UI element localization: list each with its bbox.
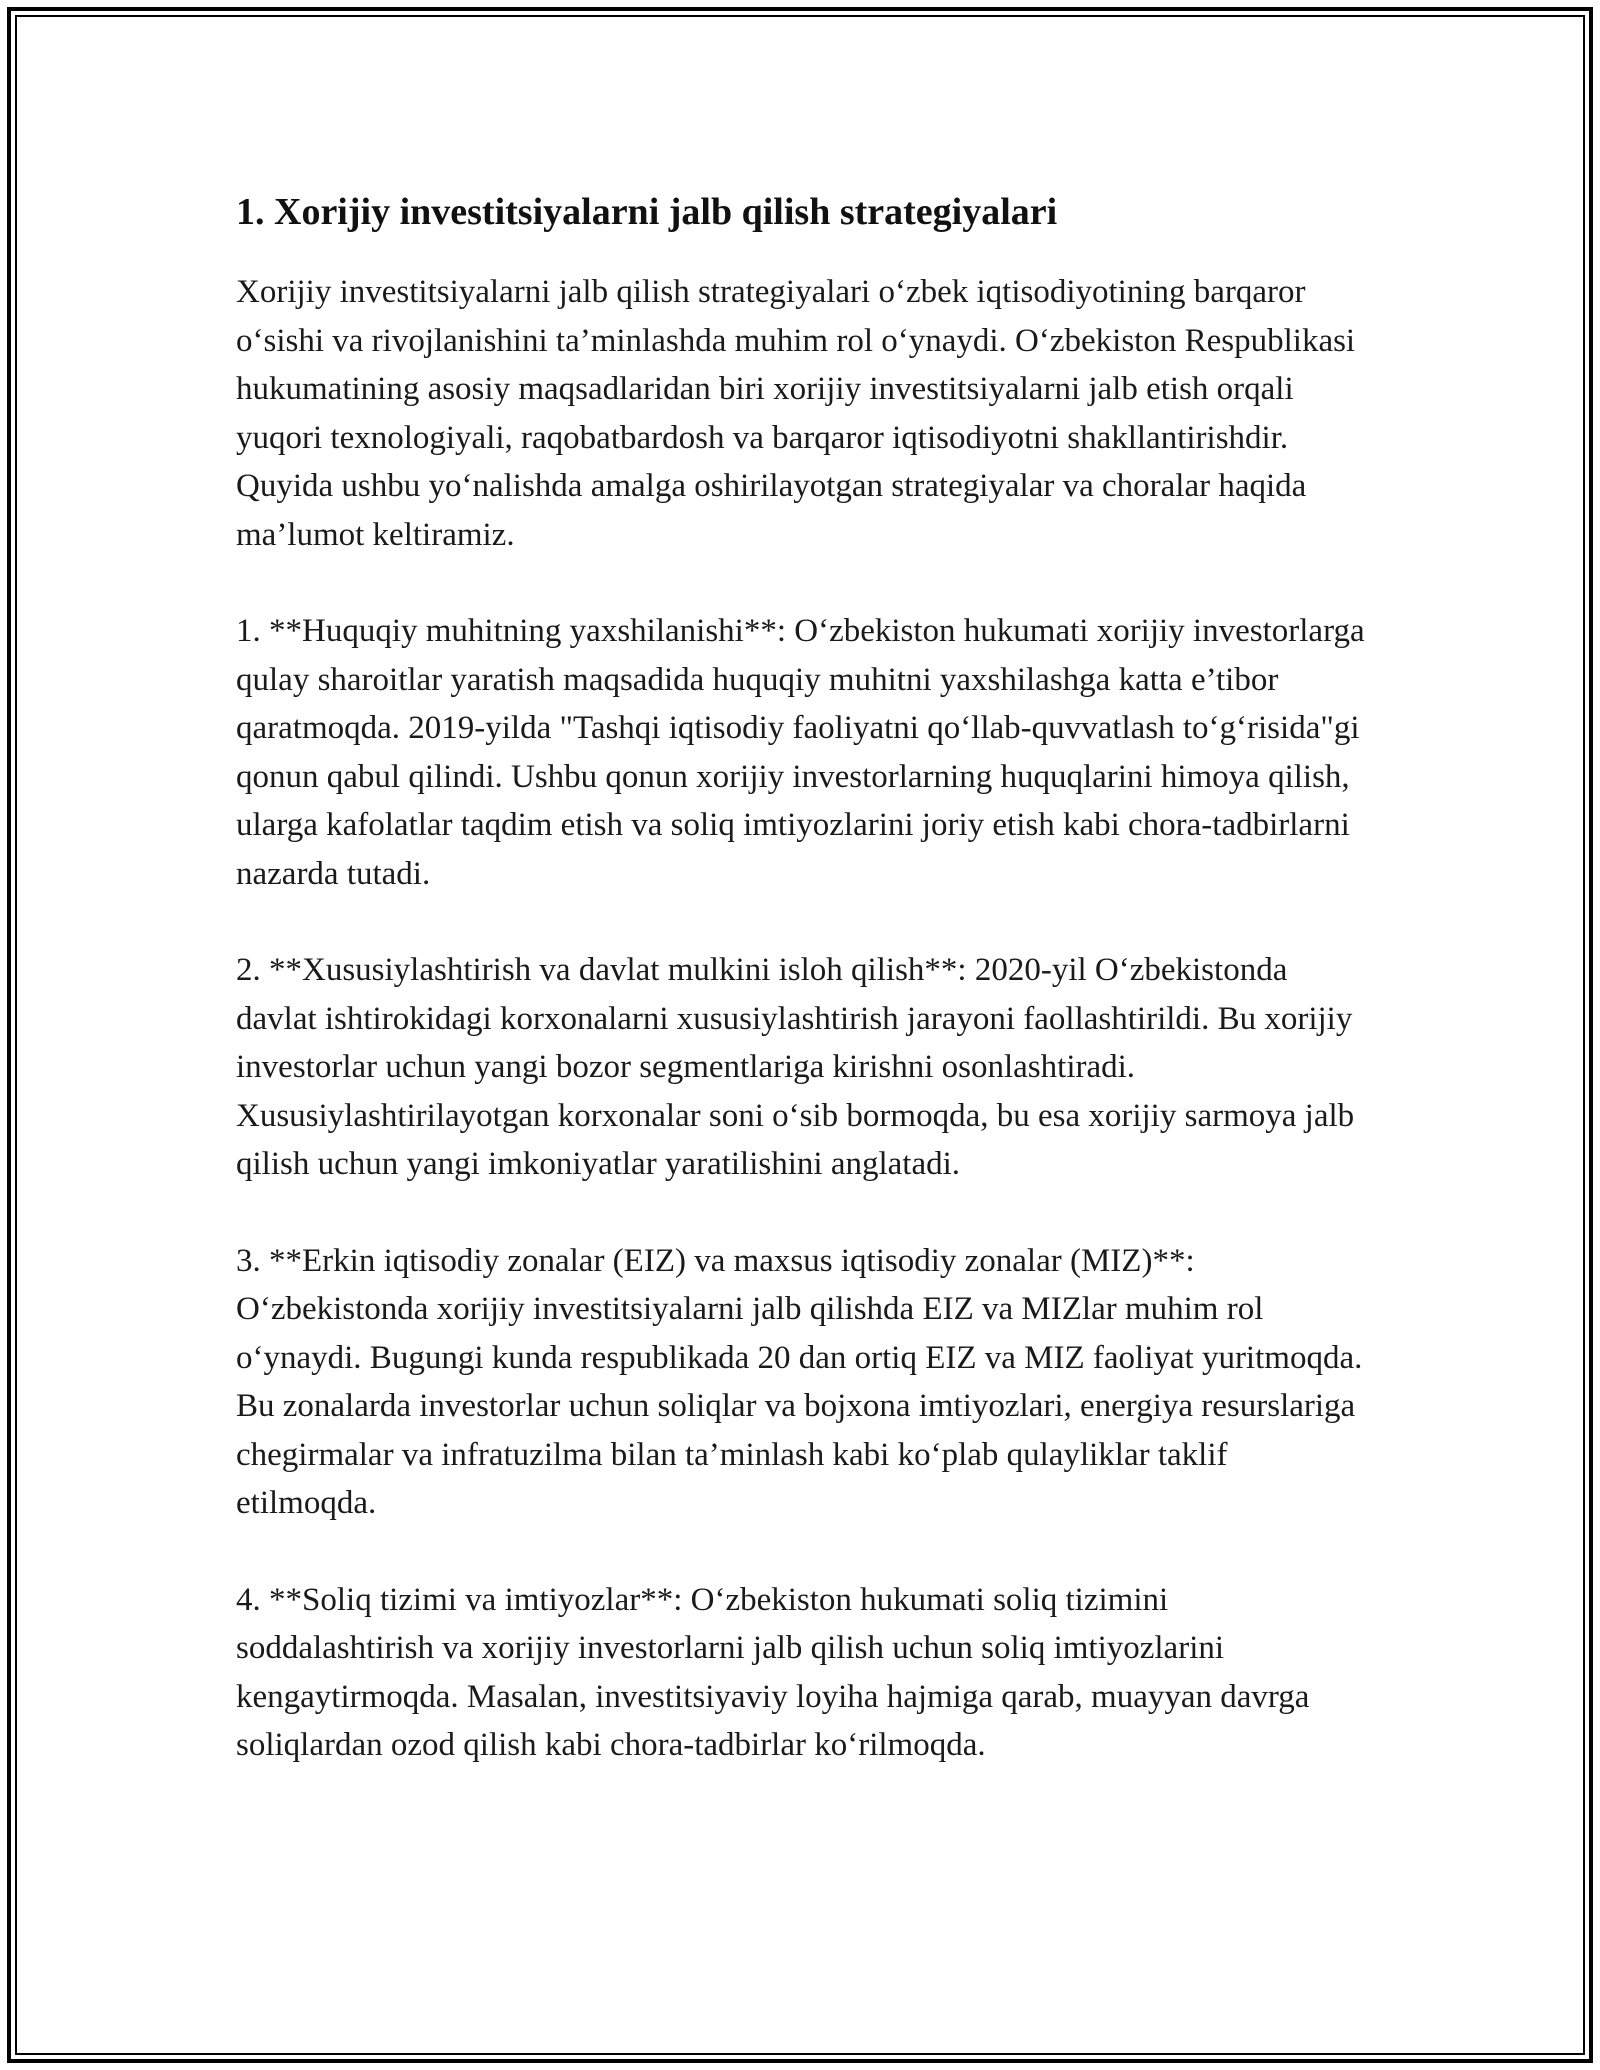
document-body xyxy=(236,186,1366,1818)
paragraph-economic-zones: 3. **Erkin iqtisodiy zonalar (EIZ) va maxsus iqtisodiy zonalar (MIZ)**: O‘zbekistonda xorijiy investitsiyalarni jalb qilishda EIZ va MIZlar muhim rol o‘ynaydi. Bugungi kunda respublikada 20 dan ortiq EIZ va MIZ faoliyat yuritmoqda. Bu zonalarda investorlar uchun soliqlar va bojxona imtiyozlari, energiya resurslariga chegirmalar va infratuzilma bilan ta’minlash kabi ko‘plab qulayliklar taklif etilmoqda. xyxy=(236,1242,1363,1521)
paragraph-legal-environment: 1. **Huquqiy muhitning yaxshilanishi**: O‘zbekiston hukumati xorijiy investorlarga qulay sharoitlar yaratish maqsadida huquqiy muhitni yaxshilashga katta e’tibor qaratmoqda. 2019-yilda "Tashqi iqtisodiy faoliyatni qo‘llab-quvvatlash to‘g‘risida"gi qonun qabul qilindi. Ushbu qonun xorijiy investorlarning huquqlarini himoya qilish, ularga kafolatlar taqdim etish va soliq imtiyozlarini joriy etish kabi chora-tadbirlarni nazarda tutadi. xyxy=(236,613,1365,892)
intro-paragraph: Xorijiy investitsiyalarni jalb qilish strategiyalari o‘zbek iqtisodiyotining barqaror o‘sishi va rivojlanishini ta’minlashda muhim rol o‘ynaydi. O‘zbekiston Respublikasi hukumatining asosiy maqsadlaridan biri xorijiy investitsiyalarni jalb etish orqali yuqori texnologiyali, raqobatbardosh va barqaror iqtisodiyotni shakllantirishdir. Quyida ushbu yo‘nalishda amalga oshirilayotgan strategiyalar va choralar haqida ma’lumot keltiramiz. xyxy=(236,274,1356,553)
paragraph-privatization: 2. **Xususiylashtirish va davlat mulkini isloh qilish**: 2020-yil O‘zbekistonda davlat ishtirokidagi korxonalarni xususiylashtirish jarayoni faollashtirildi. Bu xorijiy investorlar uchun yangi bozor segmentlariga kirishni osonlashtiradi. Xususiylashtirilayotgan korxonalar soni o‘sib bormoqda, bu esa xorijiy sarmoya jalb qilish uchun yangi imkoniyatlar yaratilishini anglatadi. xyxy=(236,952,1355,1182)
section-heading: 1. Xorijiy investitsiyalarni jalb qilish strategiyalari xyxy=(236,191,1058,233)
paragraph-tax-system: 4. **Soliq tizimi va imtiyozlar**: O‘zbekiston hukumati soliq tizimini soddalashtirish va xorijiy investorlarni jalb qilish uchun soliq imtiyozlarini kengaytirmoqda. Masalan, investitsiyaviy loyiha hajmiga qarab, muayyan davrga soliqlardan ozod qilish kabi chora-tadbirlar ko‘rilmoqda. xyxy=(236,1581,1310,1763)
